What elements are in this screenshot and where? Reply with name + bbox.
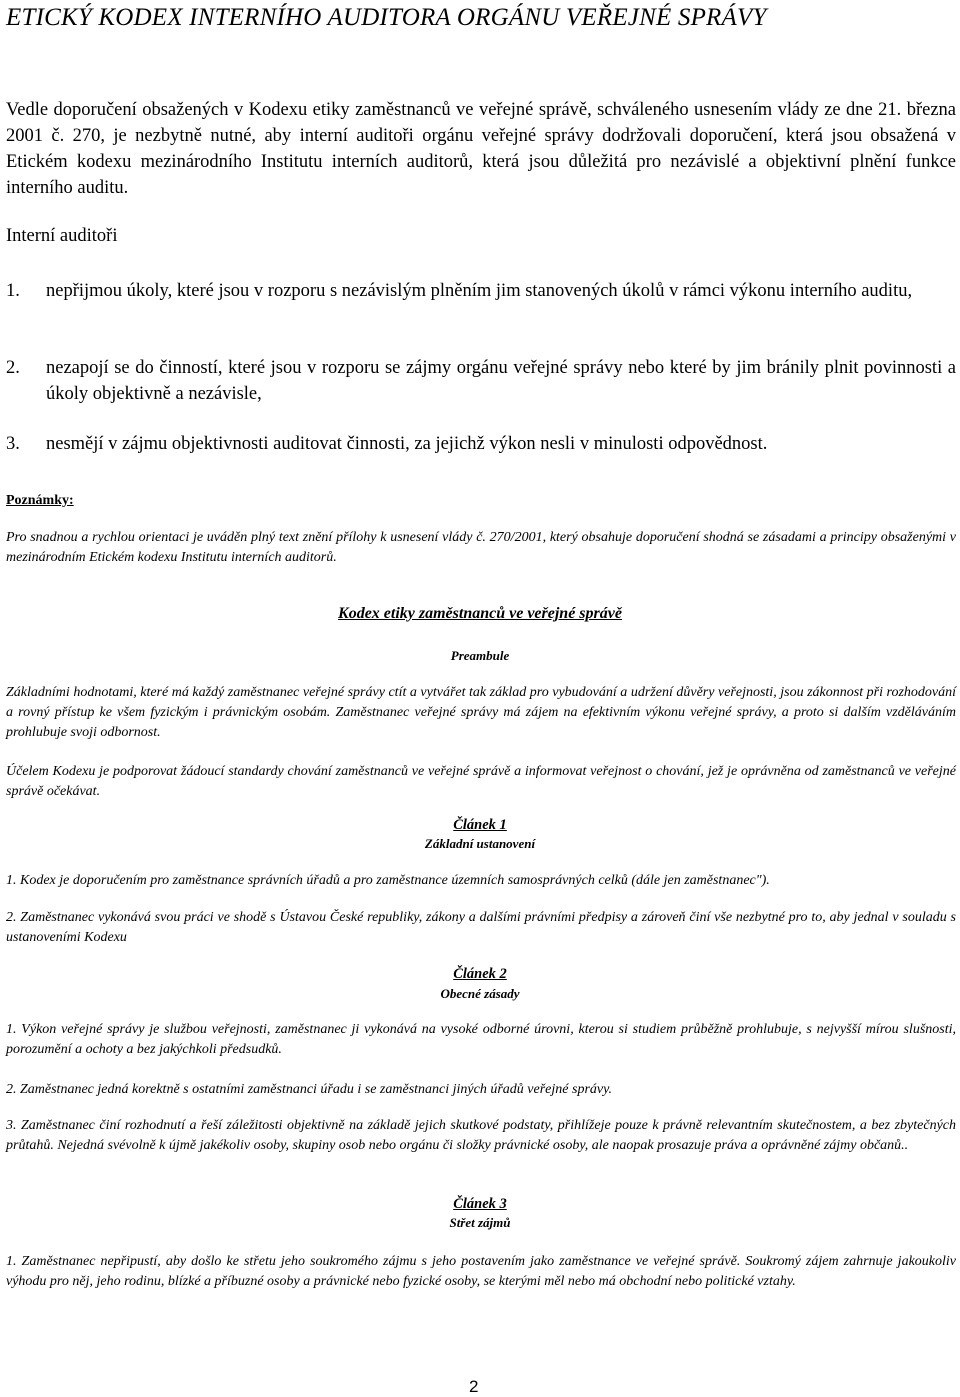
document-title: ETICKÝ KODEX INTERNÍHO AUDITORA ORGÁNU VEŘEJNÉ SPRÁVY [6,4,767,31]
article-2-label: Článek 2 [453,966,507,982]
list-item-text: nesmějí v zájmu objektivnosti auditovat činnosti, za jejichž výkon nesli v minulosti odpovědnost. [46,434,768,454]
article-3-subtitle: Střet zájmů [449,1215,511,1230]
lead-paragraph: Vedle doporučení obsažených v Kodexu etiky zaměstnanců ve veřejné správě, schváleného usnesením vlády ze dne 21. března 2001 č. 270, je nezbytně nutné, aby interní auditoři orgánu veřejné správy dodržovali doporučení, která jsou obsažená v Etickém kodexu mezinárodního Institutu interních auditorů, která jsou důležitá pro nezávislé a objektivní plnění funkce interního auditu. [6,100,956,198]
notes-heading: Poznámky: [6,493,74,508]
article-2-subtitle: Obecné zásady [440,986,520,1001]
codex-title: Kodex etiky zaměstnanců ve veřejné správě [338,605,622,622]
preamble-paragraph: Účelem Kodexu je podporovat žádoucí standardy chování zaměstnanců ve veřejné správě a informovat veřejnost o chování, jež je oprávněna od zaměstnanců ve veřejné správě očekávat. [6,764,956,799]
list-item [6,355,956,407]
article-2-paragraph-2: 2. Zaměstnanec jedná korektně s ostatními zaměstnanci úřadu i se zaměstnanci jiných úřadů veřejné správy. [6,1082,613,1097]
page-number: 2 [469,1377,479,1396]
article-1-subtitle: Základní ustanovení [424,836,536,851]
list-item-text: nepřijmou úkoly, které jsou v rozporu s nezávislým plněním jim stanovených úkolů v rámci výkonu interního auditu, [46,281,913,301]
article-2-paragraph-1: 1. Výkon veřejné správy je službou veřejnosti, zaměstnanec ji vykonává na vysoké odborné úrovni, kterou si studiem průběžně prohlubuje, s nejvyšší mírou slušnosti, porozumění a ochoty a bez jakýchkoli předsudků. [6,1022,956,1057]
list-item-number: 2. [6,358,20,378]
article-1-label: Článek 1 [453,817,507,833]
list-item-number: 3. [6,434,20,454]
article-3-label: Článek 3 [453,1196,507,1212]
article-1-paragraph-2: 2. Zaměstnanec vykonává svou práci ve shodě s Ústavou České republiky, zákony a dalšími právními předpisy a zároveň činí vše nezbytné pro to, aby jednal v souladu s ustanoveními Kodexu [6,910,956,945]
notes-text: Pro snadnou a rychlou orientaci je uváděn plný text znění přílohy k usnesení vlády č. 270/2001, který obsahuje doporučení shodná se zásadami a principy obsaženými v mezinárodním Etickém kodexu Institutu interních auditorů. [6,530,956,565]
article-3-paragraph-1: 1. Zaměstnanec nepřipustí, aby došlo ke střetu jeho soukromého zájmu s jeho postavením jako zaměstnance ve veřejné správě. Soukromý zájem zahrnuje jakoukoliv výhodu pro něj, jeho rodinu, blízké a příbuzné osoby a právnické nebo fyzické osoby, se kterými měl nebo má obchodní nebo politické vztahy. [6,1254,956,1289]
list-item-number: 1. [6,281,20,301]
preamble-paragraph: Základními hodnotami, které má každý zaměstnanec veřejné správy ctít a vytvářet tak základ pro vybudování a udržení důvěry veřejnosti, jsou zákonnost při rozhodování a rovný přístup ke všem fyzickým i právnickým osobám. Zaměstnanec veřejné správy má zájem na efektivním výkonu veřejné správy, a proto si dalším vzděláváním prohlubuje svoji odbornost. [6,685,956,740]
article-1-paragraph-1: 1. Kodex je doporučením pro zaměstnance správních úřadů a pro zaměstnance územních samosprávných celků (dále jen zaměstnanec"). [6,873,770,888]
article-2-paragraph-3: 3. Zaměstnanec činí rozhodnutí a řeší záležitosti objektivně na základě jejich skutkové podstaty, přihlížeje pouze k právně relevantním skutečnostem, a bez zbytečných průtahů. Nejedná svévolně k újmě jakékoliv osoby, skupiny osob nebo orgánu či složky právnické osoby, ale naopak prosazuje práva a oprávněné zájmy občanů.. [6,1118,956,1153]
list-item [6,431,956,457]
section-heading: Interní auditoři [6,226,118,246]
preamble-heading: Preambule [450,648,510,663]
list-item [6,278,956,304]
list-item-text: nezapojí se do činností, které jsou v rozporu se zájmy orgánu veřejné správy nebo které by jim bránily plnit povinnosti a úkoly objektivně a nezávisle, [46,358,956,404]
